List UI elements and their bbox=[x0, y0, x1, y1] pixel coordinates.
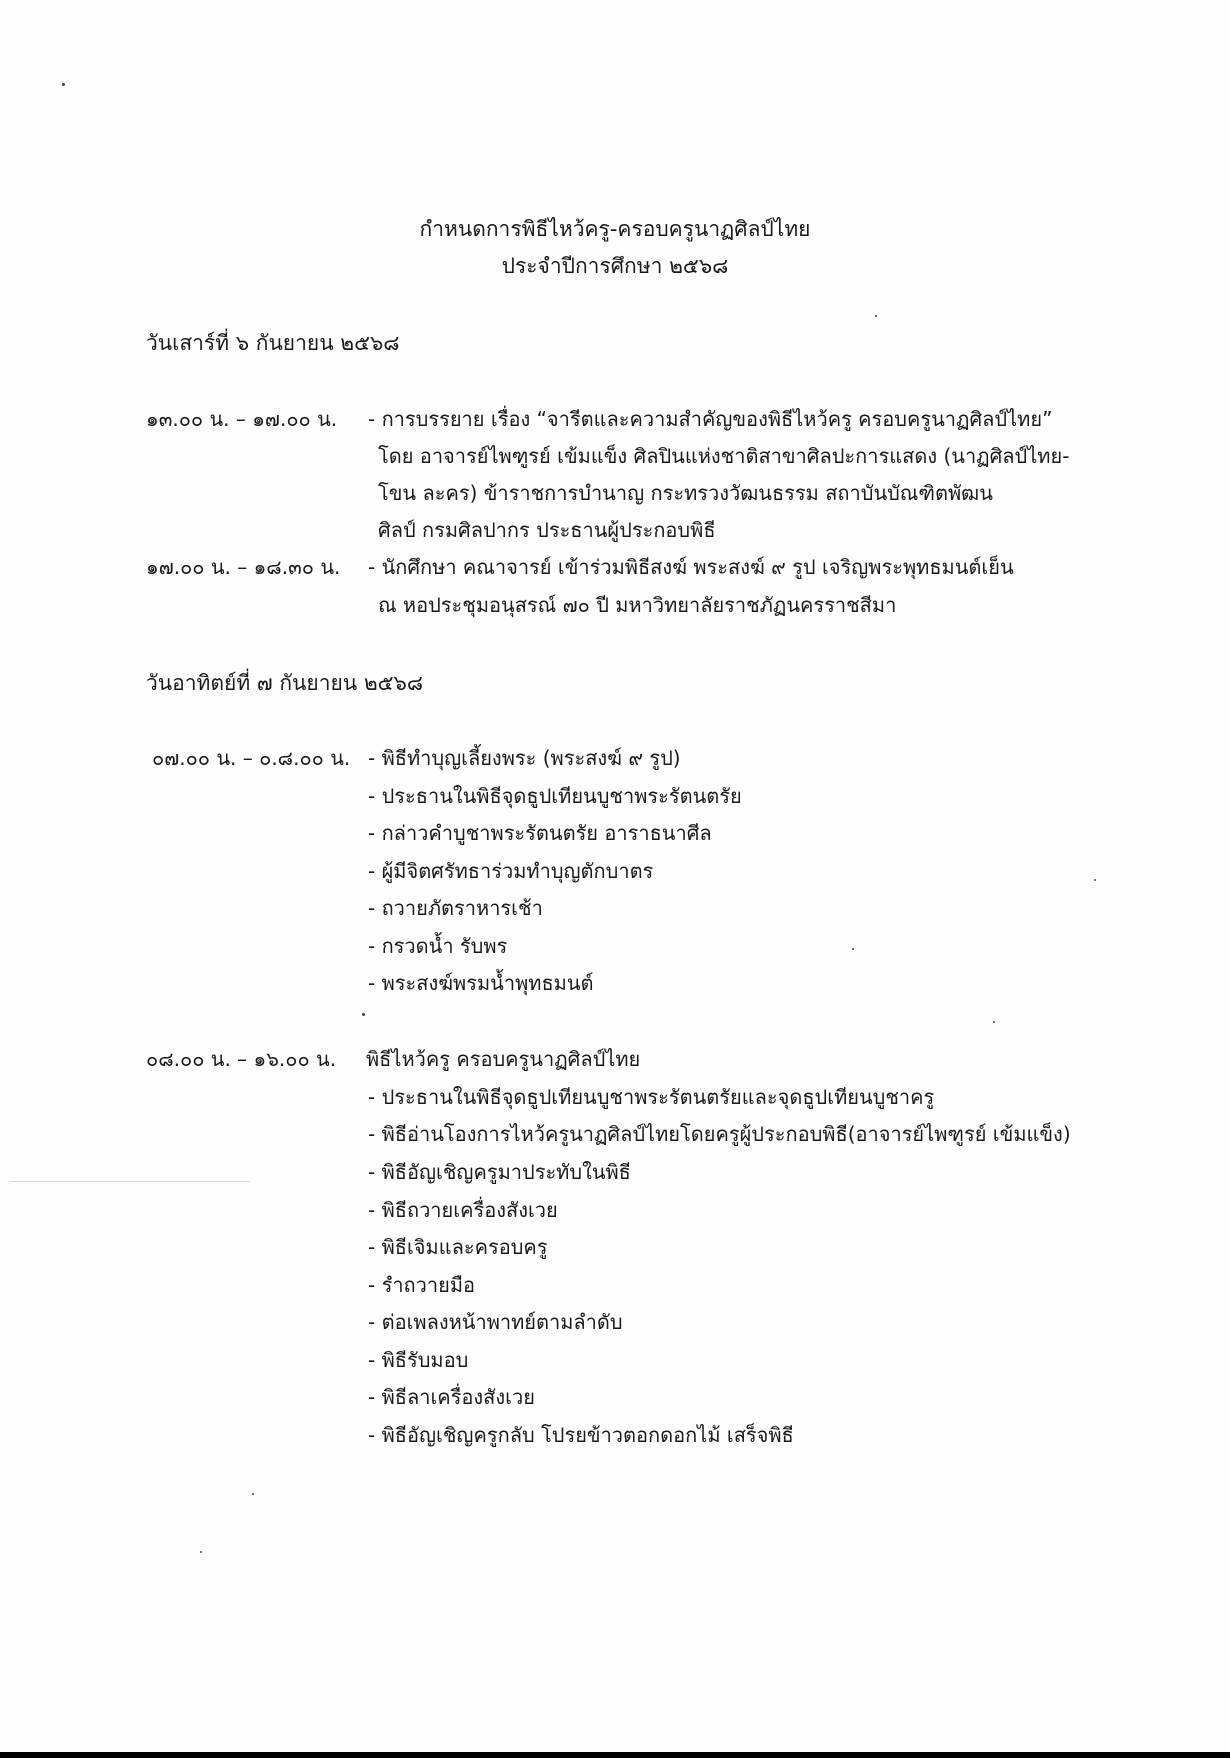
scan-edge bbox=[0, 1752, 1230, 1758]
day2-block1-time: ๐๗.๐๐ น. – ๐.๘.๐๐ น. bbox=[152, 746, 351, 770]
list-item: - พระสงฆ์พรมน้ำพุทธมนต์ bbox=[368, 971, 594, 995]
day1-entry1-line3: โขน ละคร) ข้าราชการบำนาญ กระทรวงวัฒนธรรม สถาบันบัณฑิตพัฒน bbox=[378, 481, 993, 505]
list-item: - ผู้มีจิตศรัทธาร่วมทำบุญตักบาตร bbox=[368, 859, 654, 883]
day1-entry2-time: ๑๗.๐๐ น. – ๑๘.๓๐ น. bbox=[146, 555, 341, 579]
document-subtitle: ประจำปีการศึกษา ๒๕๖๘ bbox=[501, 254, 729, 278]
day1-entry1-line4: ศิลป์ กรมศิลปากร ประธานผู้ประกอบพิธี bbox=[378, 518, 716, 542]
day1-entry1-line1: - การบรรยาย เรื่อง “จารีตและความสำคัญของพิธีไหว้ครู ครอบครูนาฏศิลป์ไทย” bbox=[368, 407, 1053, 431]
scan-speck bbox=[200, 1551, 202, 1553]
scan-speck bbox=[252, 1493, 254, 1495]
list-item: - พิธีเจิมและครอบครู bbox=[368, 1235, 548, 1259]
list-item: - พิธีลาเครื่องสังเวย bbox=[368, 1385, 535, 1409]
scan-speck bbox=[362, 1013, 365, 1016]
day1-heading: วันเสาร์ที่ ๖ กันยายน ๒๕๖๘ bbox=[146, 331, 400, 355]
scan-line bbox=[10, 1181, 250, 1182]
list-item: - ประธานในพิธีจุดธูปเทียนบูชาพระรัตนตรัยและจุดธูปเทียนบูชาครู bbox=[368, 1085, 935, 1109]
list-item: - กรวดน้ำ รับพร bbox=[368, 934, 508, 958]
day1-entry1-time: ๑๓.๐๐ น. – ๑๗.๐๐ น. bbox=[146, 407, 338, 431]
day1-entry1-line2: โดย อาจารย์ไพฑูรย์ เข้มแข็ง ศิลปินแห่งชาติสาขาศิลปะการแสดง (นาฏศิลป์ไทย- bbox=[378, 444, 1070, 468]
list-item: - ต่อเพลงหน้าพาทย์ตามลำดับ bbox=[368, 1310, 623, 1334]
scan-speck bbox=[62, 83, 65, 86]
list-item: - ประธานในพิธีจุดธูปเทียนบูชาพระรัตนตรัย bbox=[368, 784, 742, 808]
day2-block1-first: - พิธีทำบุญเลี้ยงพระ (พระสงฆ์ ๙ รูป) bbox=[368, 746, 681, 770]
list-item: - พิธีอัญเชิญครูมาประทับในพิธี bbox=[368, 1160, 631, 1184]
scan-speck bbox=[1094, 879, 1096, 881]
day2-block2-time: ๐๘.๐๐ น. – ๑๖.๐๐ น. bbox=[146, 1047, 337, 1071]
day2-heading: วันอาทิตย์ที่ ๗ กันยายน ๒๕๖๘ bbox=[146, 671, 424, 695]
scan-speck bbox=[852, 948, 854, 950]
list-item: - พิธีอ่านโองการไหว้ครูนาฏศิลป์ไทยโดยครูผู้ประกอบพิธี(อาจารย์ไพฑูรย์ เข้มแข็ง) bbox=[368, 1122, 1071, 1146]
day1-entry2-line1: - นักศึกษา คณาจารย์ เข้าร่วมพิธีสงฆ์ พระสงฆ์ ๙ รูป เจริญพระพุทธมนต์เย็น bbox=[368, 555, 1014, 579]
document-title: กำหนดการพิธีไหว้ครู-ครอบครูนาฏศิลป์ไทย bbox=[419, 217, 811, 241]
scan-speck bbox=[875, 315, 877, 317]
list-item: - ถวายภัตราหารเช้า bbox=[368, 896, 543, 920]
scan-speck bbox=[993, 1021, 995, 1023]
list-item: - พิธีรับมอบ bbox=[368, 1348, 469, 1372]
list-item: - พิธีถวายเครื่องสังเวย bbox=[368, 1198, 558, 1222]
day1-entry2-line2: ณ หอประชุมอนุสรณ์ ๗๐ ปี มหาวิทยาลัยราชภัฏนครราชสีมา bbox=[378, 593, 897, 617]
list-item: - รำถวายมือ bbox=[368, 1273, 476, 1297]
list-item: - กล่าวคำบูชาพระรัตนตรัย อาราธนาศีล bbox=[368, 821, 712, 845]
list-item: - พิธีอัญเชิญครูกลับ โปรยข้าวตอกดอกไม้ เสร็จพิธี bbox=[368, 1423, 794, 1447]
day2-block2-first: พิธีไหว้ครู ครอบครูนาฏศิลป์ไทย bbox=[366, 1047, 641, 1071]
